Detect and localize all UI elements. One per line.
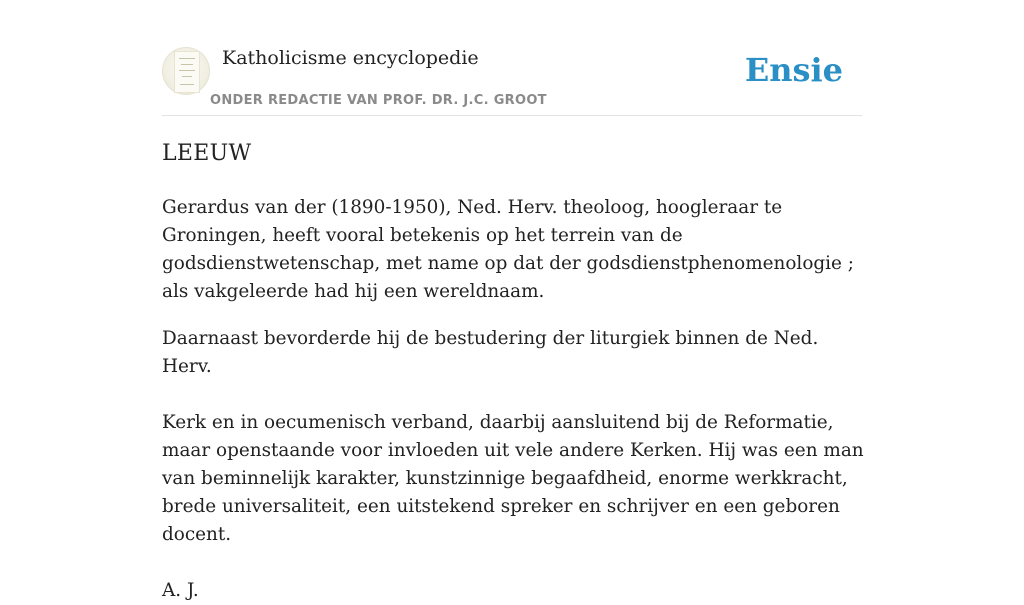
book-cover-thumbnail-icon[interactable] (162, 47, 210, 95)
entry-paragraph: Kerk en in oecumenisch verband, daarbij aansluitend bij de Reformatie, maar openstaande voor invloeden uit vele andere Kerken. Hij was een man van beminnelijk karakter, kunstzinnige begaafdheid, enorme werkkracht, brede universaliteit, een uitstekend spreker en schrijver en een geboren docent. (162, 412, 864, 545)
book-title-link[interactable]: Katholicisme encyclopedie (222, 47, 479, 69)
entry-paragraph: Daarnaast bevorderde hij de bestudering der liturgiek binnen de Ned. Herv. (162, 328, 819, 377)
book-cover-page (174, 51, 200, 93)
cover-line (179, 58, 195, 59)
site-header (162, 0, 862, 116)
entry-headword: LEEUW (162, 141, 252, 166)
cover-line (180, 84, 194, 85)
cover-line (181, 64, 193, 65)
entry-content (162, 138, 868, 605)
author-signature: A. J. (162, 580, 199, 601)
editor-line: ONDER REDACTIE VAN PROF. DR. J.C. GROOT (210, 93, 547, 108)
cover-line (182, 76, 192, 77)
cover-line (179, 70, 195, 71)
ensie-logo-link[interactable]: Ensie (744, 51, 843, 89)
entry-paragraph: Gerardus van der (1890-1950), Ned. Herv. theoloog, hoogleraar te Groningen, heeft vooral betekenis op het terrein van de godsdienstwetenschap, met name op dat der godsdienstphenomenologie ; als vakgeleerde had hij een wereldnaam. (162, 197, 854, 302)
